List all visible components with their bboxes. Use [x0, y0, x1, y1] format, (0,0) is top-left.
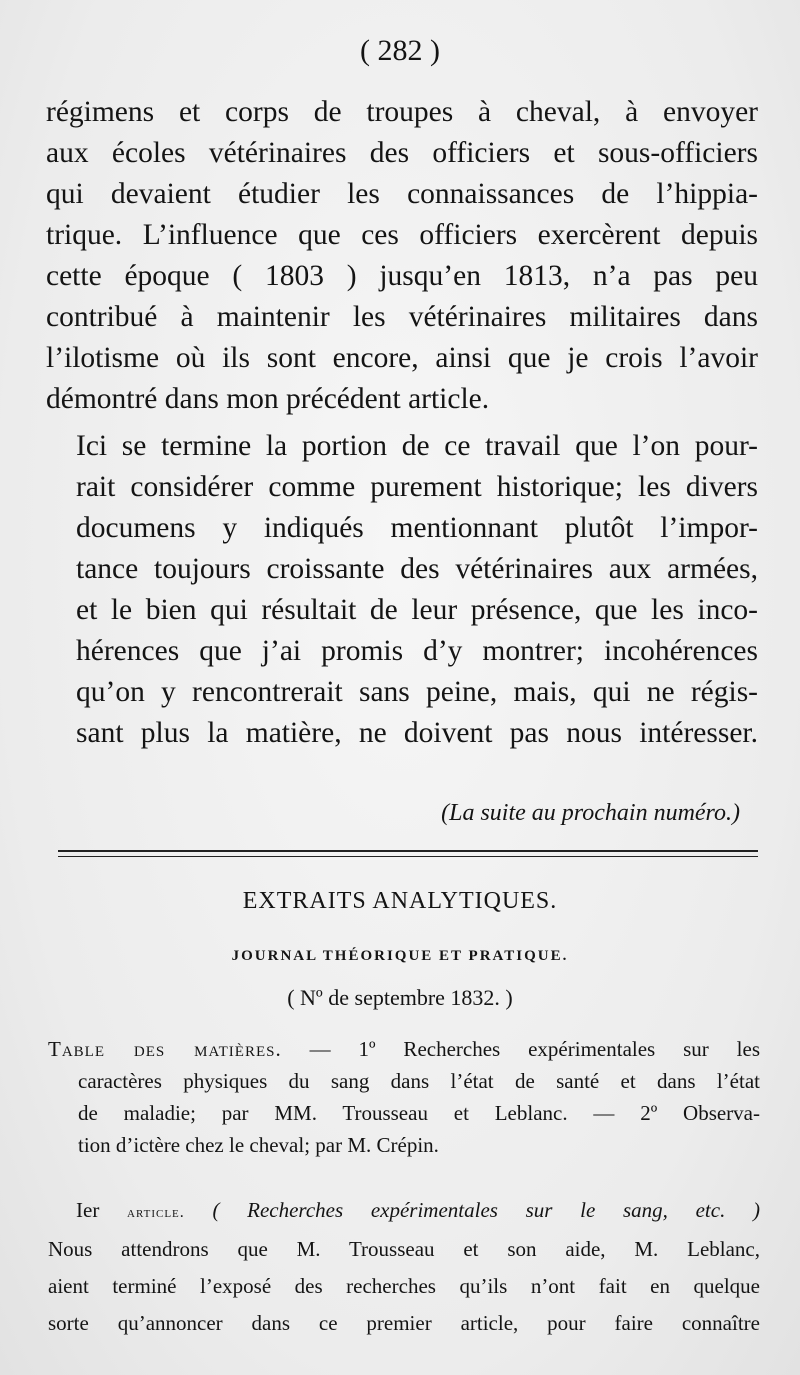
page-number: ( 282 )	[360, 34, 440, 67]
text-line: aux écoles vétérinaires des officiers et sous-officiers	[46, 137, 758, 169]
divider-thin	[58, 856, 758, 857]
paragraph-1	[46, 92, 758, 420]
text-line: documens y indiqués mentionnant plutôt l’impor-	[76, 512, 758, 544]
table-of-contents	[48, 1033, 760, 1161]
divider-thick	[58, 850, 758, 852]
text-line: qu’on y rencontrerait sans peine, mais, qui ne régis-	[76, 676, 758, 708]
main-text	[46, 92, 758, 754]
text-line: régimens et corps de troupes à cheval, à envoyer	[46, 96, 758, 128]
toc-label: Table des matières.	[48, 1037, 282, 1061]
article-label: article.	[127, 1204, 185, 1221]
journal-title: JOURNAL THÉORIQUE ET PRATIQUE.	[231, 948, 569, 964]
toc-text: — 1º Recherches expérimentales sur les	[309, 1037, 761, 1061]
toc-line	[48, 1033, 760, 1065]
section-title: EXTRAITS ANALYTIQUES.	[242, 888, 558, 914]
article-title: ( Recherches expérimentales sur le sang, etc. )	[212, 1198, 761, 1222]
toc-line: caractères physiques du sang dans l’état de santé et dans l’état	[78, 1069, 760, 1093]
article-ordinal: Ier	[76, 1198, 100, 1222]
text-line: Ici se termine la portion de ce travail que l’on pour-	[76, 430, 758, 462]
issue-line: ( Nº de septembre 1832. )	[287, 985, 513, 1010]
text-line: qui devaient étudier les connaissances de l’hippia-	[46, 178, 758, 210]
toc-line: tion d’ictère chez le cheval; par M. Crépin.	[78, 1133, 439, 1157]
text-line: sant plus la matière, ne doivent pas nous intéresser.	[76, 717, 758, 749]
text-line: cette époque ( 1803 ) jusqu’en 1813, n’a pas peu	[46, 260, 758, 292]
text-line: trique. L’influence que ces officiers exercèrent depuis	[46, 219, 758, 251]
paragraph-2	[46, 426, 758, 754]
text-line: hérences que j’ai promis d’y montrer; incohérences	[76, 635, 758, 667]
text-line: démontré dans mon précédent article.	[46, 383, 490, 415]
article-line: aient terminé l’exposé des recherches qu’ils n’ont fait en quelque	[48, 1274, 760, 1298]
text-line: rait considérer comme purement historique; les divers	[76, 471, 758, 503]
article-intro	[48, 1192, 760, 1342]
text-line: l’ilotisme où ils sont encore, ainsi que je crois l’avoir	[46, 342, 758, 374]
article-line: sorte qu’annoncer dans ce premier article, pour faire connaître	[48, 1311, 760, 1335]
text-line: contribué à maintenir les vétérinaires militaires dans	[46, 301, 758, 333]
text-line: tance toujours croissante des vétérinaires aux armées,	[76, 553, 758, 585]
article-heading-line	[48, 1192, 760, 1231]
continued-note: (La suite au prochain numéro.)	[441, 800, 740, 826]
text-line: et le bien qui résultait de leur présence, que les inco-	[76, 594, 758, 626]
article-line: Nous attendrons que M. Trousseau et son aide, M. Leblanc,	[48, 1237, 760, 1261]
toc-line: de maladie; par MM. Trousseau et Leblanc. — 2º Observa-	[78, 1101, 760, 1125]
